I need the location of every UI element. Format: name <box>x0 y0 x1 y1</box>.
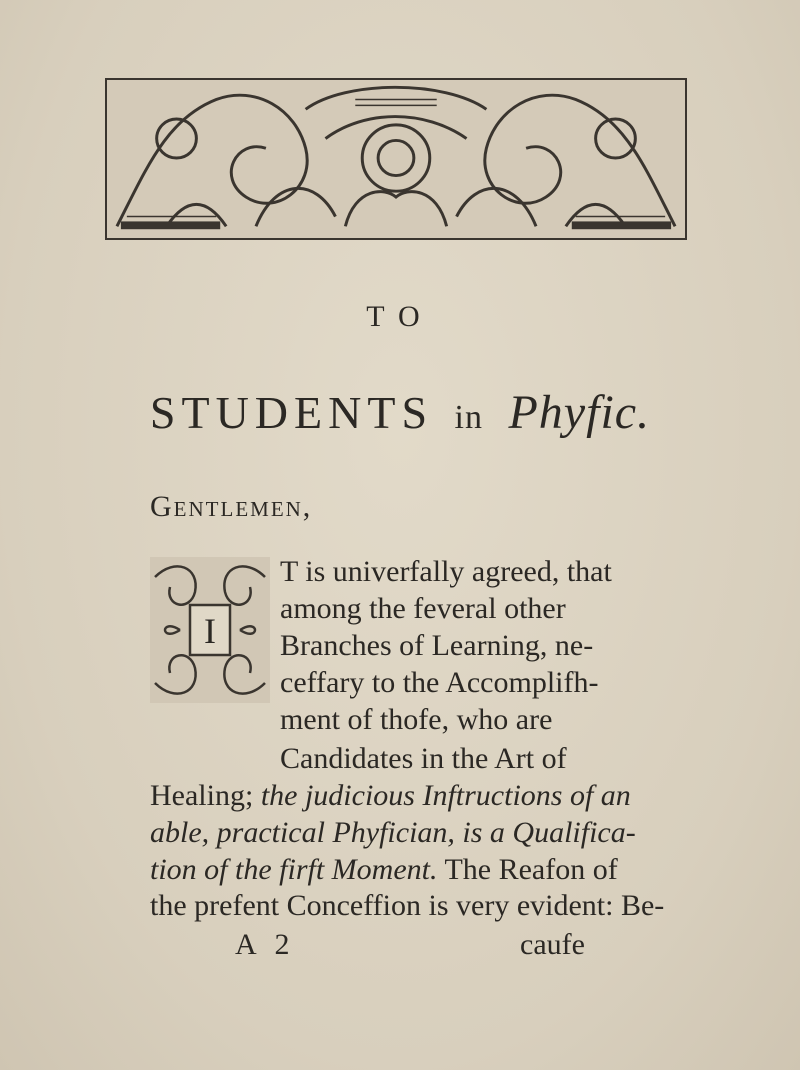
text-line <box>150 777 631 814</box>
catchword: caufe <box>520 928 585 961</box>
text-line: Candidates in the Art of <box>280 742 567 775</box>
title-main: STUDENTS <box>149 387 434 438</box>
text-line: able, practical Phyfician, is a Qualifica- <box>150 816 636 849</box>
title-field: Phyfic. <box>508 386 651 439</box>
page-title <box>0 385 800 440</box>
salutation: Gentlemen, <box>150 490 313 523</box>
title-in: in <box>454 399 483 436</box>
text-line-10: the prefent Conceffion is very evident: Be- <box>150 889 665 922</box>
text-line: ment of thofe, who are <box>280 703 553 736</box>
text-line: among the feveral other <box>280 592 566 625</box>
ornamental-headpiece <box>105 78 687 240</box>
initial-ornament-icon <box>150 557 270 703</box>
text-line: T is univerfally agreed, that <box>280 555 612 588</box>
text-italic: tion of the firft Moment. <box>150 853 438 886</box>
text-line: Branches of Learning, ne- <box>280 629 594 662</box>
headpiece-ornament-icon <box>107 80 685 238</box>
initial-letter: I <box>204 611 216 651</box>
decorated-initial <box>150 557 270 703</box>
signature-mark: A 2 <box>235 928 296 961</box>
dedication-to: TO <box>366 300 434 333</box>
text-line <box>150 851 618 888</box>
text-roman: The Reafon of <box>437 853 618 886</box>
text-line: ceffary to the Accomplifh- <box>280 666 599 699</box>
text-italic: the judicious Inftructions of an <box>260 779 631 812</box>
text-roman: Healing; <box>150 779 261 812</box>
